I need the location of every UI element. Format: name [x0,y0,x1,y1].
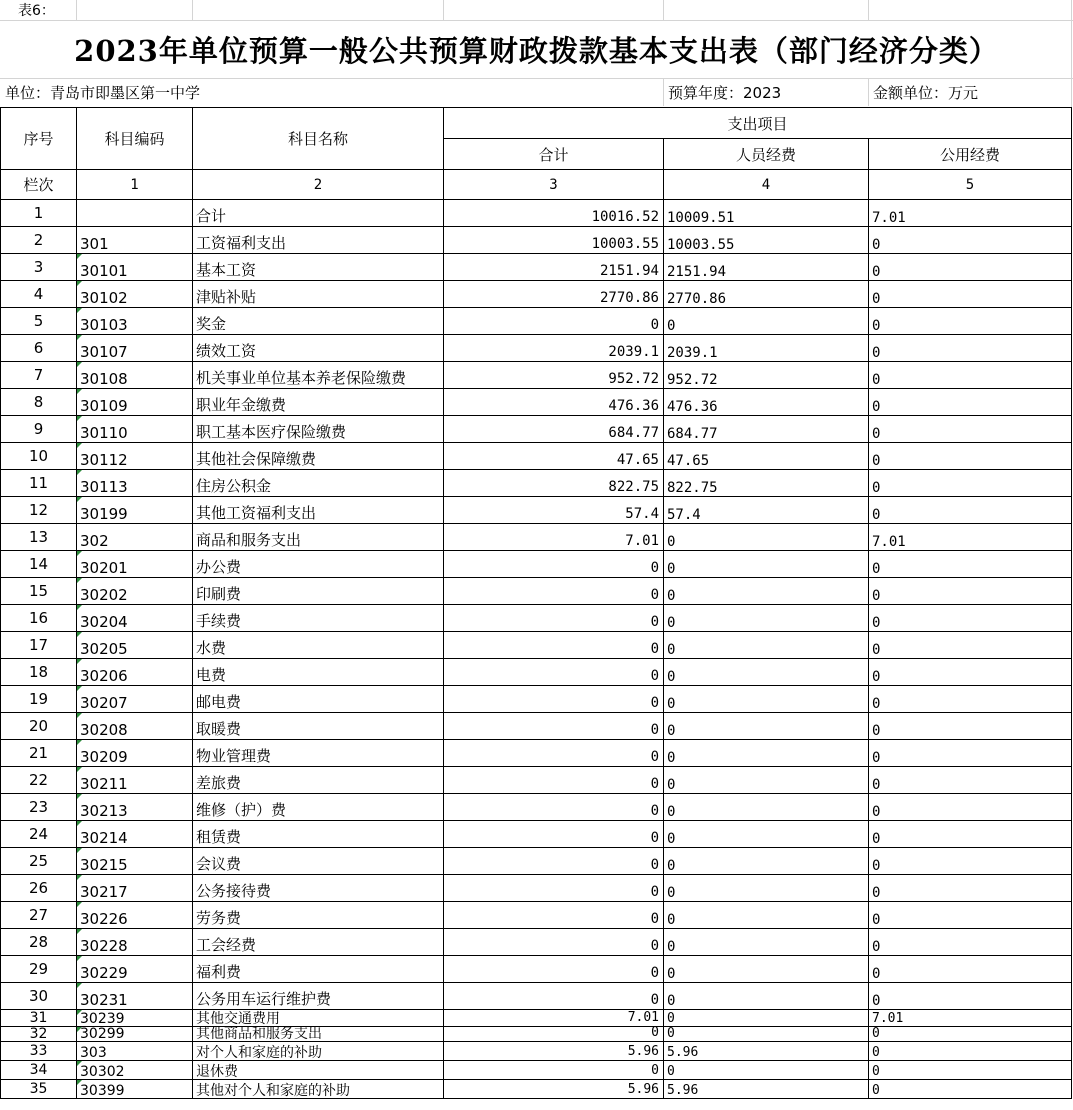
row-seq: 2 [33,231,44,249]
header-personnel: 人员经费 [735,145,796,164]
row-public: 0 [872,399,881,415]
row-name: 退休费 [196,1064,238,1079]
row-code: 30239 [80,1011,125,1026]
row-name: 住房公积金 [196,477,272,495]
row-name: 基本工资 [196,261,257,279]
row-total: 0 [650,803,659,819]
row-name: 其他社会保障缴费 [196,450,317,468]
row-code: 30302 [80,1064,125,1079]
row-code: 30208 [80,721,128,739]
row-name: 合计 [196,207,227,225]
gridline [663,0,664,20]
text-number-indicator-icon [77,632,82,637]
text-number-indicator-icon [77,443,82,448]
row-personnel: 0 [667,561,676,577]
row-code: 30107 [80,343,128,361]
row-name: 邮电费 [196,693,242,711]
row-code: 30207 [80,694,128,712]
row-code: 30217 [80,883,128,901]
column-index-3: 3 [549,176,558,193]
row-name: 手续费 [196,612,242,630]
row-personnel: 0 [667,804,676,820]
header-total: 合计 [538,145,569,164]
row-public: 0 [872,372,881,388]
row-name: 印刷费 [196,585,242,603]
column-index-label: 栏次 [23,176,54,194]
text-number-indicator-icon [77,308,82,313]
row-public: 0 [872,723,881,739]
row-public: 7.01 [872,1011,904,1026]
row-public: 0 [872,750,881,766]
row-personnel: 2039.1 [667,345,718,361]
text-number-indicator-icon [77,848,82,853]
row-total: 0 [650,614,659,630]
text-number-indicator-icon [77,416,82,421]
row-seq: 28 [28,933,49,951]
row-personnel: 0 [667,723,676,739]
row-seq: 11 [28,474,49,492]
text-number-indicator-icon [77,281,82,286]
row-name: 奖金 [196,315,227,333]
text-number-indicator-icon [77,362,82,367]
text-number-indicator-icon [77,1010,82,1015]
row-total: 0 [650,749,659,765]
row-personnel: 0 [667,993,676,1009]
row-personnel: 2770.86 [667,291,727,307]
row-personnel: 0 [667,696,676,712]
row-seq: 6 [33,339,44,357]
row-code: 30205 [80,640,128,658]
row-public: 0 [872,480,881,496]
row-public: 0 [872,507,881,523]
text-number-indicator-icon [77,740,82,745]
column-divider [1071,107,1072,1099]
row-name: 职业年金缴费 [196,396,287,414]
row-code: 30112 [80,451,128,469]
row-total: 57.4 [625,506,659,522]
header-expense-group: 支出项目 [727,114,788,133]
row-code: 30202 [80,586,128,604]
text-number-indicator-icon [77,578,82,583]
row-public: 0 [872,1083,880,1098]
row-code: 30226 [80,910,128,928]
text-number-indicator-icon [77,605,82,610]
amount-unit-label: 金额单位：万元 [873,84,979,102]
row-public: 0 [872,264,881,280]
row-code: 30231 [80,991,128,1009]
row-code: 30206 [80,667,128,685]
row-seq: 13 [28,528,49,546]
row-personnel: 952.72 [667,372,718,388]
row-personnel: 0 [667,318,676,334]
row-code: 30299 [80,1027,125,1041]
row-total: 7.01 [627,1010,659,1025]
row-personnel: 0 [667,777,676,793]
row-total: 0 [650,560,659,576]
row-total: 0 [650,992,659,1008]
row-public: 0 [872,291,881,307]
row-total: 0 [650,587,659,603]
row-personnel: 0 [667,939,676,955]
row-public: 0 [872,426,881,442]
row-seq: 35 [29,1081,48,1097]
row-personnel: 10009.51 [667,210,735,226]
row-seq: 14 [28,555,49,573]
row-personnel: 5.96 [667,1045,699,1060]
text-number-indicator-icon [77,470,82,475]
row-personnel: 0 [667,534,676,550]
row-seq: 27 [28,906,49,924]
row-public: 0 [872,858,881,874]
row-name: 会议费 [196,855,242,873]
row-personnel: 2151.94 [667,264,727,280]
text-number-indicator-icon [77,551,82,556]
text-number-indicator-icon [77,902,82,907]
row-public: 0 [872,831,881,847]
text-number-indicator-icon [77,767,82,772]
row-seq: 4 [33,285,44,303]
table-border-top [0,107,1072,108]
row-total: 47.65 [616,452,659,468]
row-name: 公务接待费 [196,882,272,900]
row-personnel: 0 [667,885,676,901]
column-index-2: 2 [313,176,323,193]
row-total: 5.96 [627,1044,659,1059]
row-public: 0 [872,993,881,1009]
row-total: 0 [650,641,659,657]
row-name: 工会经费 [196,936,257,954]
row-public: 0 [872,669,881,685]
row-public: 0 [872,561,881,577]
row-personnel: 684.77 [667,426,718,442]
page-title: 2023年单位预算一般公共预算财政拨款基本支出表（部门经济分类） [74,34,999,68]
row-public: 0 [872,453,881,469]
row-public: 0 [872,912,881,928]
row-code: 30229 [80,964,128,982]
row-seq: 32 [29,1027,48,1041]
row-total: 0 [650,884,659,900]
row-personnel: 0 [667,966,676,982]
row-seq: 31 [29,1010,48,1026]
text-number-indicator-icon [77,1061,82,1066]
row-name: 取暖费 [196,720,242,738]
text-number-indicator-icon [77,497,82,502]
column-index-4: 4 [761,176,771,193]
row-name: 办公费 [196,558,242,576]
row-total: 0 [650,911,659,927]
row-public: 0 [872,777,881,793]
row-seq: 20 [28,717,49,735]
row-seq: 12 [28,501,49,519]
row-total: 0 [650,965,659,981]
row-seq: 1 [33,204,44,222]
row-public: 0 [872,804,881,820]
row-total: 2039.1 [608,344,659,360]
row-code: 30102 [80,289,128,307]
row-personnel: 822.75 [667,480,718,496]
row-name: 机关事业单位基本养老保险缴费 [196,369,407,387]
row-name: 绩效工资 [196,342,257,360]
row-seq: 33 [29,1043,48,1059]
row-code: 30214 [80,829,128,847]
row-total: 10003.55 [591,236,659,252]
row-personnel: 0 [667,750,676,766]
row-seq: 25 [28,852,49,870]
row-code: 30108 [80,370,128,388]
row-public: 7.01 [872,534,906,550]
header-public: 公用经费 [939,145,1000,164]
table-number: 表6： [18,3,55,19]
header-divider [0,169,1072,170]
text-number-indicator-icon [77,794,82,799]
row-code: 30109 [80,397,128,415]
row-name: 劳务费 [196,909,242,927]
row-total: 822.75 [608,479,659,495]
row-personnel: 47.65 [667,453,710,469]
row-public: 0 [872,588,881,604]
row-code: 30228 [80,937,128,955]
row-personnel: 0 [667,912,676,928]
row-public: 7.01 [872,210,906,226]
row-code: 30199 [80,505,128,523]
row-total: 0 [650,776,659,792]
row-total: 476.36 [608,398,659,414]
row-personnel: 0 [667,831,676,847]
row-total: 10016.52 [591,209,659,225]
row-code: 30211 [80,775,128,793]
row-seq: 15 [28,582,49,600]
row-seq: 16 [28,609,49,627]
row-seq: 24 [28,825,49,843]
header-divider [443,138,1072,139]
text-number-indicator-icon [77,983,82,988]
row-seq: 26 [28,879,49,897]
row-seq: 23 [28,798,49,816]
row-code: 30110 [80,424,128,442]
row-name: 水费 [196,639,227,657]
row-total: 0 [650,695,659,711]
row-total: 2151.94 [599,263,659,279]
row-public: 0 [872,642,881,658]
row-personnel: 10003.55 [667,237,735,253]
row-total: 2770.86 [599,290,659,306]
row-name: 差旅费 [196,774,242,792]
row-total: 0 [650,722,659,738]
row-public: 0 [872,345,881,361]
row-name: 其他工资福利支出 [196,504,317,522]
row-personnel: 0 [667,1064,675,1079]
row-code: 30209 [80,748,128,766]
row-seq: 17 [28,636,49,654]
row-name: 津贴补贴 [196,288,257,306]
row-seq: 22 [28,771,49,789]
row-public: 0 [872,1064,880,1079]
row-personnel: 0 [667,588,676,604]
row-public: 0 [872,966,881,982]
row-code: 30201 [80,559,128,577]
text-number-indicator-icon [77,686,82,691]
text-number-indicator-icon [77,713,82,718]
row-total: 7.01 [625,533,659,549]
text-number-indicator-icon [77,1027,82,1032]
row-code: 30113 [80,478,128,496]
text-number-indicator-icon [77,659,82,664]
row-name: 其他交通费用 [196,1011,280,1026]
text-number-indicator-icon [77,389,82,394]
row-code [77,200,192,226]
row-total: 0 [650,668,659,684]
header-seq: 序号 [23,130,54,148]
row-name: 职工基本医疗保险缴费 [196,423,347,441]
row-code: 30103 [80,316,128,334]
row-personnel: 0 [667,1027,675,1041]
text-number-indicator-icon [77,254,82,259]
row-personnel: 57.4 [667,507,701,523]
row-name: 福利费 [196,963,242,981]
row-code: 302 [80,532,109,550]
row-public: 0 [872,696,881,712]
row-seq: 3 [33,258,44,276]
row-public: 0 [872,1045,880,1060]
row-code: 30215 [80,856,128,874]
row-name: 工资福利支出 [196,234,287,252]
header-name: 科目名称 [287,130,348,148]
row-name: 对个人和家庭的补助 [196,1045,322,1060]
row-seq: 18 [28,663,49,681]
row-seq: 29 [28,960,49,978]
gridline [868,0,869,20]
unit-label: 单位：青岛市即墨区第一中学 [5,84,201,102]
row-total: 0 [650,857,659,873]
row-personnel: 0 [667,669,676,685]
row-total: 0 [650,938,659,954]
column-index-1: 1 [130,176,139,193]
row-code: 30204 [80,613,128,631]
row-name: 物业管理费 [196,747,272,765]
row-personnel: 5.96 [667,1083,699,1098]
gridline [192,0,193,20]
row-total: 684.77 [608,425,659,441]
row-name: 公务用车运行维护费 [196,990,332,1008]
text-number-indicator-icon [77,956,82,961]
row-public: 0 [872,885,881,901]
row-personnel: 0 [667,642,676,658]
row-seq: 21 [28,744,49,762]
row-code: 303 [80,1045,107,1060]
row-code: 301 [80,235,109,253]
text-number-indicator-icon [77,1080,82,1085]
row-total: 0 [650,317,659,333]
row-seq: 30 [28,987,49,1005]
row-total: 0 [650,830,659,846]
row-name: 电费 [196,666,227,684]
row-seq: 5 [33,312,44,330]
row-name: 商品和服务支出 [196,531,302,549]
row-personnel: 0 [667,615,676,631]
row-personnel: 0 [667,858,676,874]
header-code: 科目编码 [104,130,165,148]
row-name: 维修（护）费 [196,801,287,819]
text-number-indicator-icon [77,821,82,826]
column-index-5: 5 [965,176,975,193]
row-total: 5.96 [627,1082,659,1097]
row-divider [0,1098,1072,1099]
row-code: 30101 [80,262,128,280]
row-code: 30399 [80,1083,125,1098]
budget-year-label: 预算年度：2023 [668,84,782,102]
row-seq: 34 [29,1062,48,1078]
row-personnel: 476.36 [667,399,718,415]
row-code: 30213 [80,802,128,820]
row-seq: 10 [28,447,49,465]
row-public: 0 [872,1027,880,1041]
row-public: 0 [872,237,881,253]
row-name: 租赁费 [196,828,242,846]
row-public: 0 [872,318,881,334]
row-total: 0 [651,1027,659,1040]
text-number-indicator-icon [77,929,82,934]
row-total: 0 [651,1063,659,1078]
row-public: 0 [872,615,881,631]
row-seq: 9 [33,420,44,438]
text-number-indicator-icon [77,875,82,880]
row-total: 952.72 [608,371,659,387]
row-public: 0 [872,939,881,955]
row-seq: 19 [28,690,49,708]
text-number-indicator-icon [77,335,82,340]
row-seq: 7 [33,366,44,384]
row-name: 其他对个人和家庭的补助 [196,1083,350,1098]
row-personnel: 0 [667,1011,675,1026]
row-name: 其他商品和服务支出 [196,1027,322,1041]
row-seq: 8 [33,393,44,411]
gridline [443,0,444,20]
